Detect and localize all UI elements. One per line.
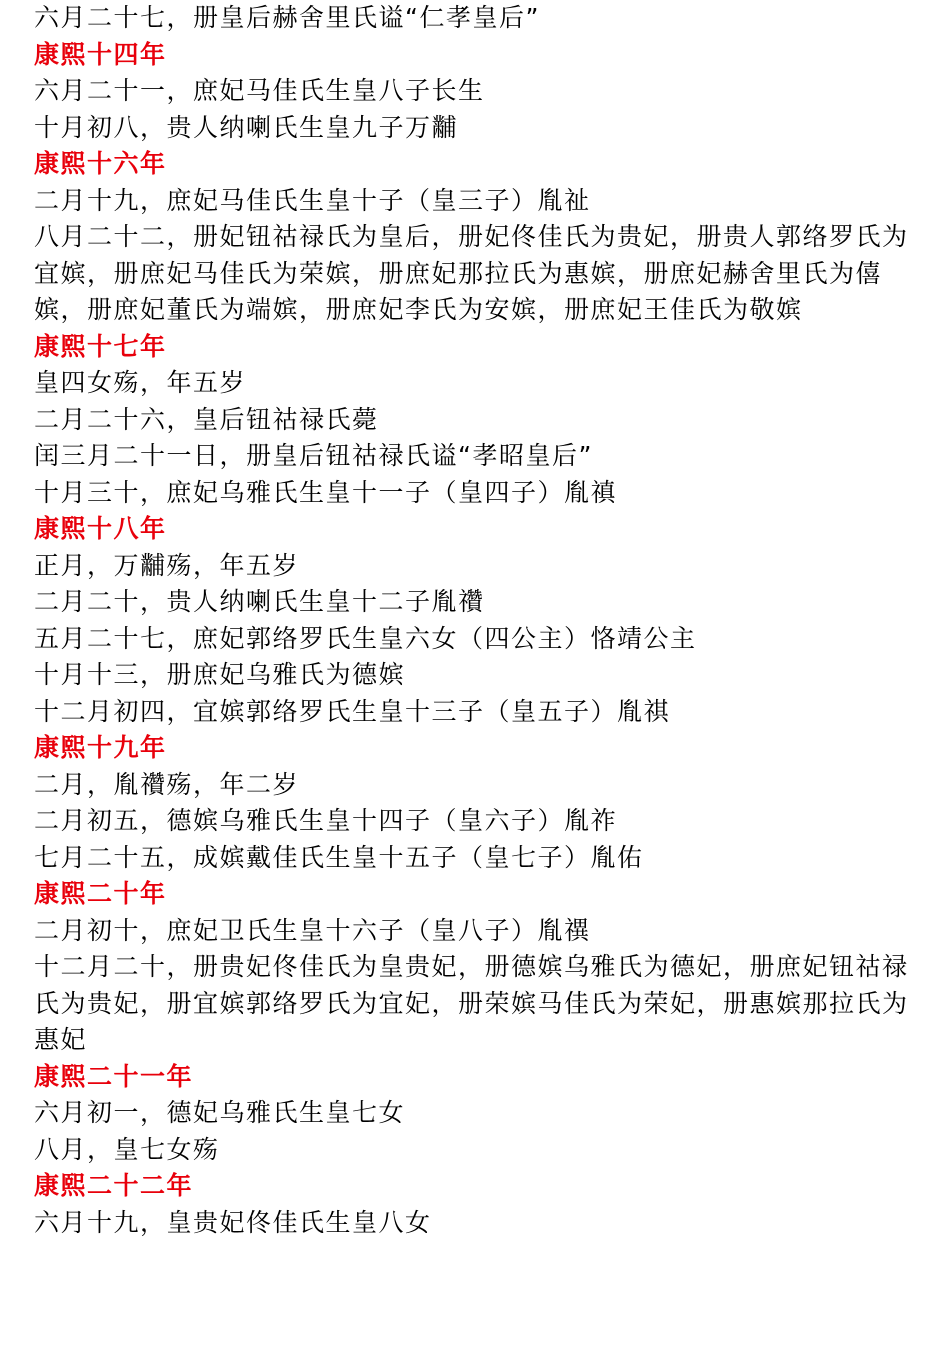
- entry-line: 八月，皇七女殇: [34, 1134, 220, 1164]
- entry-line: 二月二十，贵人纳喇氏生皇十二子胤禶: [34, 587, 485, 616]
- entry-line: 二月，胤禶殇，年二岁: [34, 769, 300, 799]
- entry-line: 六月十九，皇贵妃佟佳氏生皇八女: [34, 1207, 432, 1237]
- entry-line: 十月十三，册庶妃乌雅氏为德嫔: [34, 660, 406, 689]
- entry-line: 十月三十，庶妃乌雅氏生皇十一子（皇四子）胤禛: [34, 477, 618, 507]
- document-page: [34, 0, 934, 1241]
- entry-line: 五月二十七，庶妃郭络罗氏生皇六女（四公主）恪靖公主: [34, 623, 697, 653]
- entry-paragraph: 八月二十二，册妃钮祜禄氏为皇后，册妃佟佳氏为贵妃，册贵人郭络罗氏为宜嫔，册庶妃马佳氏为荣嫔，册庶妃那拉氏为惠嫔，册庶妃赫舍里氏为僖嫔，册庶妃董氏为端嫔，册庶妃李氏为安嫔，册庶妃王佳氏为敬嫔: [34, 222, 909, 324]
- entry-line: 正月，万黼殇，年五岁: [34, 550, 300, 580]
- entry-line: 二月二十六，皇后钮祜禄氏薨: [34, 404, 379, 434]
- entry-line: 十月初八，贵人纳喇氏生皇九子万黼: [34, 112, 459, 142]
- entry-line: 二月初五，德嫔乌雅氏生皇十四子（皇六子）胤祚: [34, 806, 618, 835]
- entry-line: 六月二十七，册皇后赫舍里氏谥“仁孝皇后”: [34, 3, 540, 32]
- entry-line: 六月二十一，庶妃马佳氏生皇八子长生: [34, 76, 485, 105]
- year-heading: 康熙十四年: [34, 39, 167, 69]
- entry-line: 闰三月二十一日，册皇后钮祜禄氏谥“孝昭皇后”: [34, 441, 593, 470]
- entry-line: 十二月初四，宜嫔郭络罗氏生皇十三子（皇五子）胤祺: [34, 696, 671, 726]
- entry-line: 六月初一，德妃乌雅氏生皇七女: [34, 1098, 406, 1127]
- year-heading: 康熙二十年: [34, 879, 167, 908]
- entry-line: 皇四女殇，年五岁: [34, 368, 247, 397]
- entry-line: 二月十九，庶妃马佳氏生皇十子（皇三子）胤祉: [34, 185, 591, 215]
- entry-line: 二月初十，庶妃卫氏生皇十六子（皇八子）胤禩: [34, 915, 591, 945]
- entry-paragraph: 十二月二十，册贵妃佟佳氏为皇贵妃，册德嫔乌雅氏为德妃，册庶妃钮祜禄氏为贵妃，册宜嫔郭络罗氏为宜妃，册荣嫔马佳氏为荣妃，册惠嫔那拉氏为惠妃: [34, 952, 909, 1054]
- year-heading: 康熙二十二年: [34, 1171, 194, 1200]
- year-heading: 康熙十六年: [34, 149, 167, 178]
- year-heading: 康熙十八年: [34, 514, 167, 543]
- entry-line: 七月二十五，成嫔戴佳氏生皇十五子（皇七子）胤佑: [34, 842, 644, 872]
- year-heading: 康熙十七年: [34, 331, 167, 361]
- year-heading: 康熙十九年: [34, 733, 167, 762]
- year-heading: 康熙二十一年: [34, 1061, 194, 1091]
